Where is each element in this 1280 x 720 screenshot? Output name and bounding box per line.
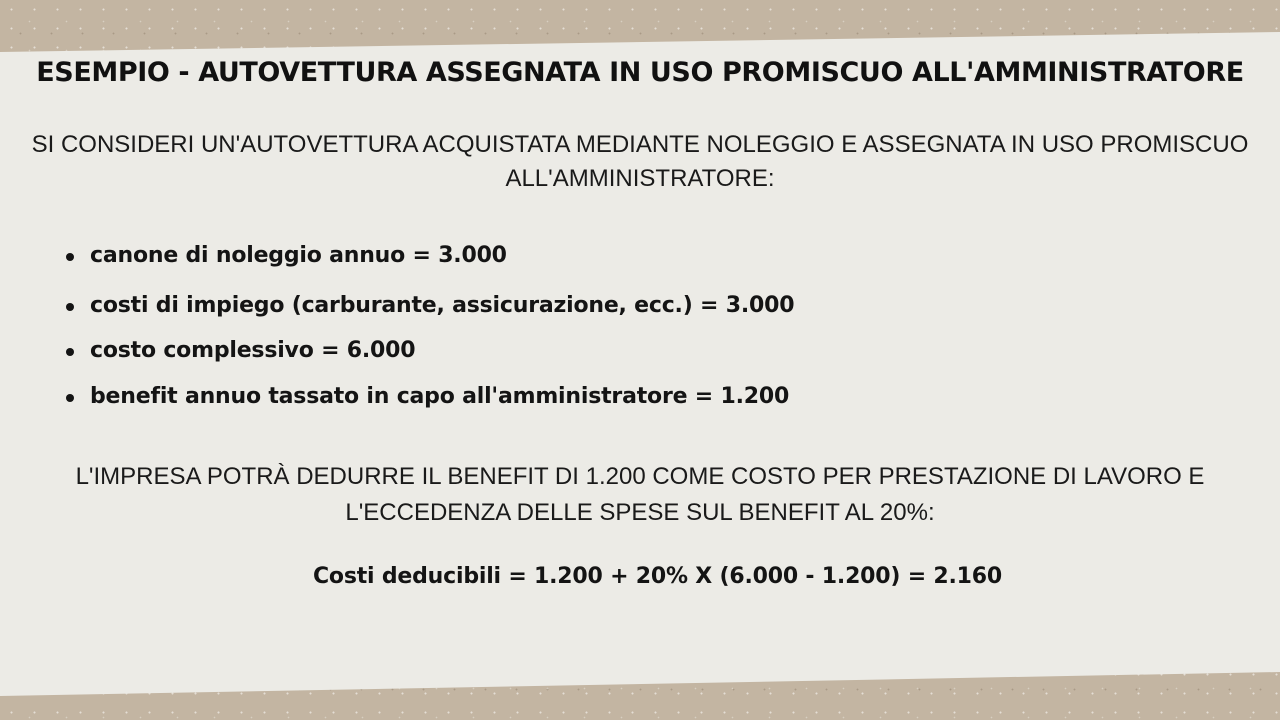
bullet-dot-icon bbox=[66, 303, 74, 311]
bullet-list bbox=[62, 238, 794, 415]
conclusion-paragraph bbox=[0, 459, 1280, 531]
list-item bbox=[62, 238, 794, 274]
list-item-text: benefit annuo tassato in capo all'amministratore = 1.200 bbox=[90, 384, 790, 409]
conclusion-line-2: L'ECCEDENZA DELLE SPESE SUL BENEFIT AL 20%: bbox=[345, 499, 935, 526]
list-item-text: costi di impiego (carburante, assicurazione, ecc.) = 3.000 bbox=[90, 293, 795, 318]
intro-paragraph bbox=[0, 128, 1280, 196]
bullet-dot-icon bbox=[66, 253, 74, 261]
bullet-dot-icon bbox=[66, 394, 74, 402]
list-item bbox=[62, 288, 794, 324]
list-item bbox=[62, 333, 794, 369]
intro-line-2: ALL'AMMINISTRATORE: bbox=[505, 165, 775, 192]
slide-title: ESEMPIO - AUTOVETTURA ASSEGNATA IN USO PROMISCUO ALL'AMMINISTRATORE bbox=[36, 57, 1244, 88]
conclusion-line-1: L'IMPRESA POTRÀ DEDURRE IL BENEFIT DI 1.200 COME COSTO PER PRESTAZIONE DI LAVORO E bbox=[75, 463, 1205, 490]
list-item-text: costo complessivo = 6.000 bbox=[90, 338, 416, 363]
list-item bbox=[62, 379, 794, 415]
bullet-dot-icon bbox=[66, 348, 74, 356]
intro-line-1: SI CONSIDERI UN'AUTOVETTURA ACQUISTATA MEDIANTE NOLEGGIO E ASSEGNATA IN USO PROMISCUO bbox=[31, 131, 1249, 158]
deductible-costs-formula: Costi deducibili = 1.200 + 20% X (6.000 - 1.200) = 2.160 bbox=[312, 564, 1002, 589]
list-item-text: canone di noleggio annuo = 3.000 bbox=[90, 243, 507, 268]
